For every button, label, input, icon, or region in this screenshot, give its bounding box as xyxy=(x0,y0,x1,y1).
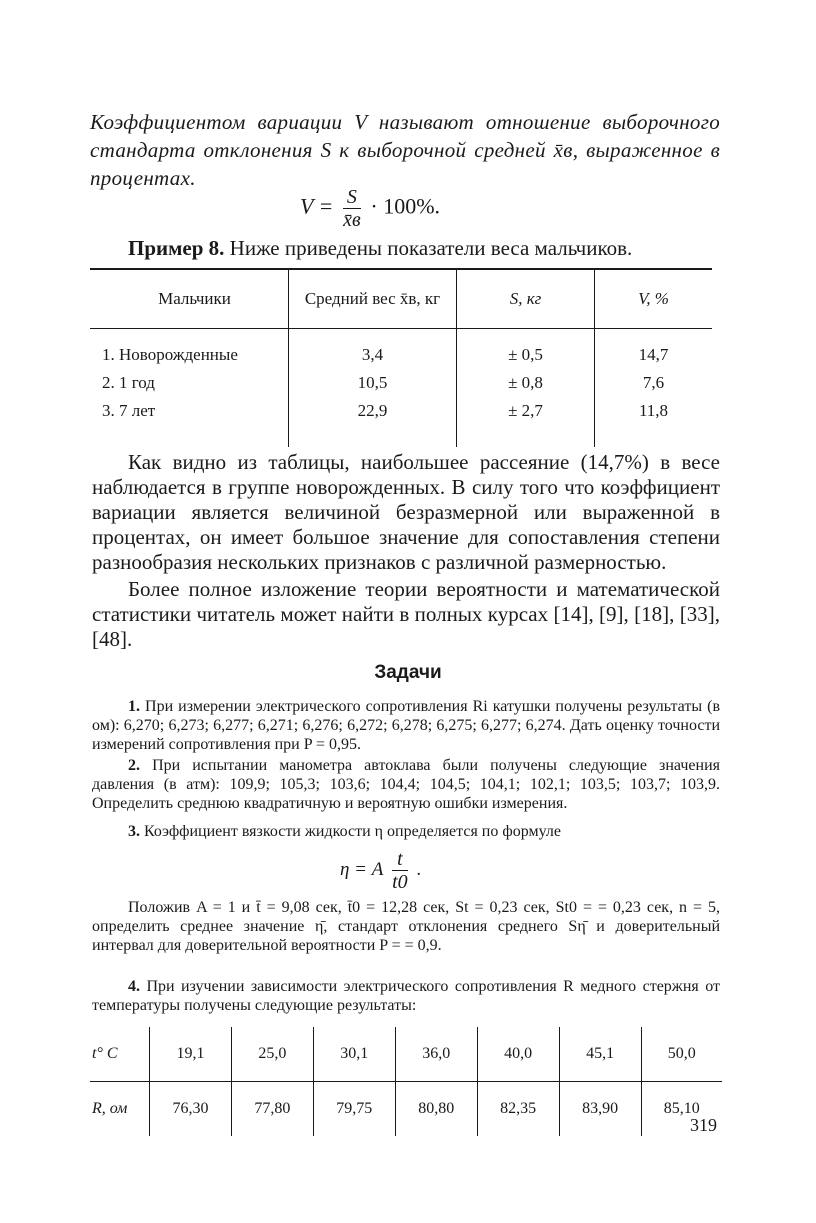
table-cell: 7,6 xyxy=(595,369,713,397)
eta-fraction xyxy=(392,848,408,893)
table-cell: 30,1 xyxy=(313,1027,395,1082)
table-cell: 40,0 xyxy=(477,1027,559,1082)
table-cell: 50,0 xyxy=(641,1027,722,1082)
table-cell: 76,30 xyxy=(150,1082,232,1137)
table-row xyxy=(90,1027,722,1082)
table-cell: 80,80 xyxy=(395,1082,477,1137)
task-text: При изучении зависимости электрического сопротивления R медного стержня от температуры получены следующие результаты: xyxy=(92,978,720,1014)
task-text: При испытании манометра автоклава были получены следующие значения давления (в атм): 109,9; 105,3; 103,6; 104,4; 104,5; 104,1; 102,1; 103,5; 103,7; 103,9. Определить среднюю квадратичную и вероятную ошибки измерения. xyxy=(92,757,721,812)
table-row xyxy=(90,369,712,397)
task-2 xyxy=(92,756,720,813)
table-header: S, кг xyxy=(457,269,595,329)
formula-numerator: S xyxy=(343,186,361,209)
example-caption xyxy=(128,236,632,261)
table-header: Средний вес x̄в, кг xyxy=(289,269,457,329)
table-row xyxy=(90,1082,722,1137)
table-cell: 45,1 xyxy=(559,1027,641,1082)
table-cell: 19,1 xyxy=(150,1027,232,1082)
variation-coefficient-formula xyxy=(300,186,440,231)
table-cell: 25,0 xyxy=(231,1027,313,1082)
example-text: Ниже приведены показатели веса мальчиков. xyxy=(229,236,633,260)
table-cell: ± 0,5 xyxy=(457,341,595,369)
task-text: Коэффициент вязкости жидкости η определяется по формуле xyxy=(144,823,561,840)
table-cell: 83,90 xyxy=(559,1082,641,1137)
table-cell: 1. Новорожденные xyxy=(102,345,238,364)
eta-end: . xyxy=(416,858,422,880)
table-cell: 3. 7 лет xyxy=(102,401,156,420)
table-header: V, % xyxy=(595,269,713,329)
viscosity-formula xyxy=(340,848,421,893)
table-cell: ± 2,7 xyxy=(457,397,595,425)
task-3-continuation: Положив A = 1 и t̄ = 9,08 сек, t̄0 = 12,28 сек, St = 0,23 сек, St0 = = 0,23 сек, n = 5, определить среднее значение η̄, стандарт отклонения среднего Sη̄ и доверительный интервал для доверительной вероятности P = = 0,9. xyxy=(92,899,720,954)
eta-lhs: η = A xyxy=(340,858,384,880)
task-number: 1. xyxy=(128,698,140,715)
table-cell: 85,10 xyxy=(641,1082,722,1137)
row-label: R, ом xyxy=(92,1100,128,1117)
section-heading: Задачи xyxy=(374,662,442,683)
table-cell: 77,80 xyxy=(231,1082,313,1137)
table-cell: 82,35 xyxy=(477,1082,559,1137)
task-3 xyxy=(92,822,720,841)
formula-rhs: · 100%. xyxy=(370,193,441,219)
table-row xyxy=(90,341,712,369)
paragraph-variation-comment: Как видно из таблицы, наибольшее рассеяние (14,7%) в весе наблюдается в группе новорожденных. В силу того что коэффициент вариации является величиной безразмерной или выраженной в процентах, он имеет большое значение для сопоставления степени разнообразия нескольких признаков с различной размерностью. xyxy=(92,450,720,574)
task-number: 4. xyxy=(128,978,140,995)
task-number: 3. xyxy=(128,823,140,840)
example-label: Пример 8. xyxy=(128,236,225,260)
table-cell: 22,9 xyxy=(289,397,457,425)
formula-lhs: V = xyxy=(300,193,334,219)
table-cell: 14,7 xyxy=(595,341,713,369)
task-number: 2. xyxy=(128,757,140,774)
table-header-row xyxy=(90,269,712,329)
eta-denominator: t0 xyxy=(392,871,408,893)
table-cell: 36,0 xyxy=(395,1027,477,1082)
task-text: При измерении электрического сопротивления Ri катушки получены результаты (в ом): 6,270; 6,273; 6,277; 6,271; 6,276; 6,272; 6,278; 6,275; 6,277; 6,274. Дать оценку точности измерений сопротивления при P = 0,95. xyxy=(92,698,721,753)
formula-denominator: x̄в xyxy=(343,209,361,231)
formula-fraction xyxy=(343,186,361,231)
table-cell: 10,5 xyxy=(289,369,457,397)
weight-table xyxy=(90,268,712,447)
table-cell: 3,4 xyxy=(289,341,457,369)
resistance-table xyxy=(90,1027,722,1136)
eta-numerator: t xyxy=(392,848,408,871)
table-cell: 2. 1 год xyxy=(102,373,155,392)
page-number: 319 xyxy=(690,1115,717,1135)
table-row xyxy=(90,397,712,425)
table-cell: ± 0,8 xyxy=(457,369,595,397)
paragraph-further-reading: Более полное изложение теории вероятности и математической статистики читатель может найти в полных курсах [14], [9], [18], [33], [48]. xyxy=(92,577,720,651)
table-cell: 11,8 xyxy=(595,397,713,425)
table-cell: 79,75 xyxy=(313,1082,395,1137)
intro-paragraph: Коэффициентом вариации V называют отношение выборочного стандарта отклонения S к выборочной средней x̄в, выраженное в процентах. xyxy=(90,110,720,190)
table-header: Мальчики xyxy=(90,269,289,329)
row-label: t° C xyxy=(90,1027,150,1082)
task-4 xyxy=(92,977,720,1015)
task-1 xyxy=(92,697,720,754)
